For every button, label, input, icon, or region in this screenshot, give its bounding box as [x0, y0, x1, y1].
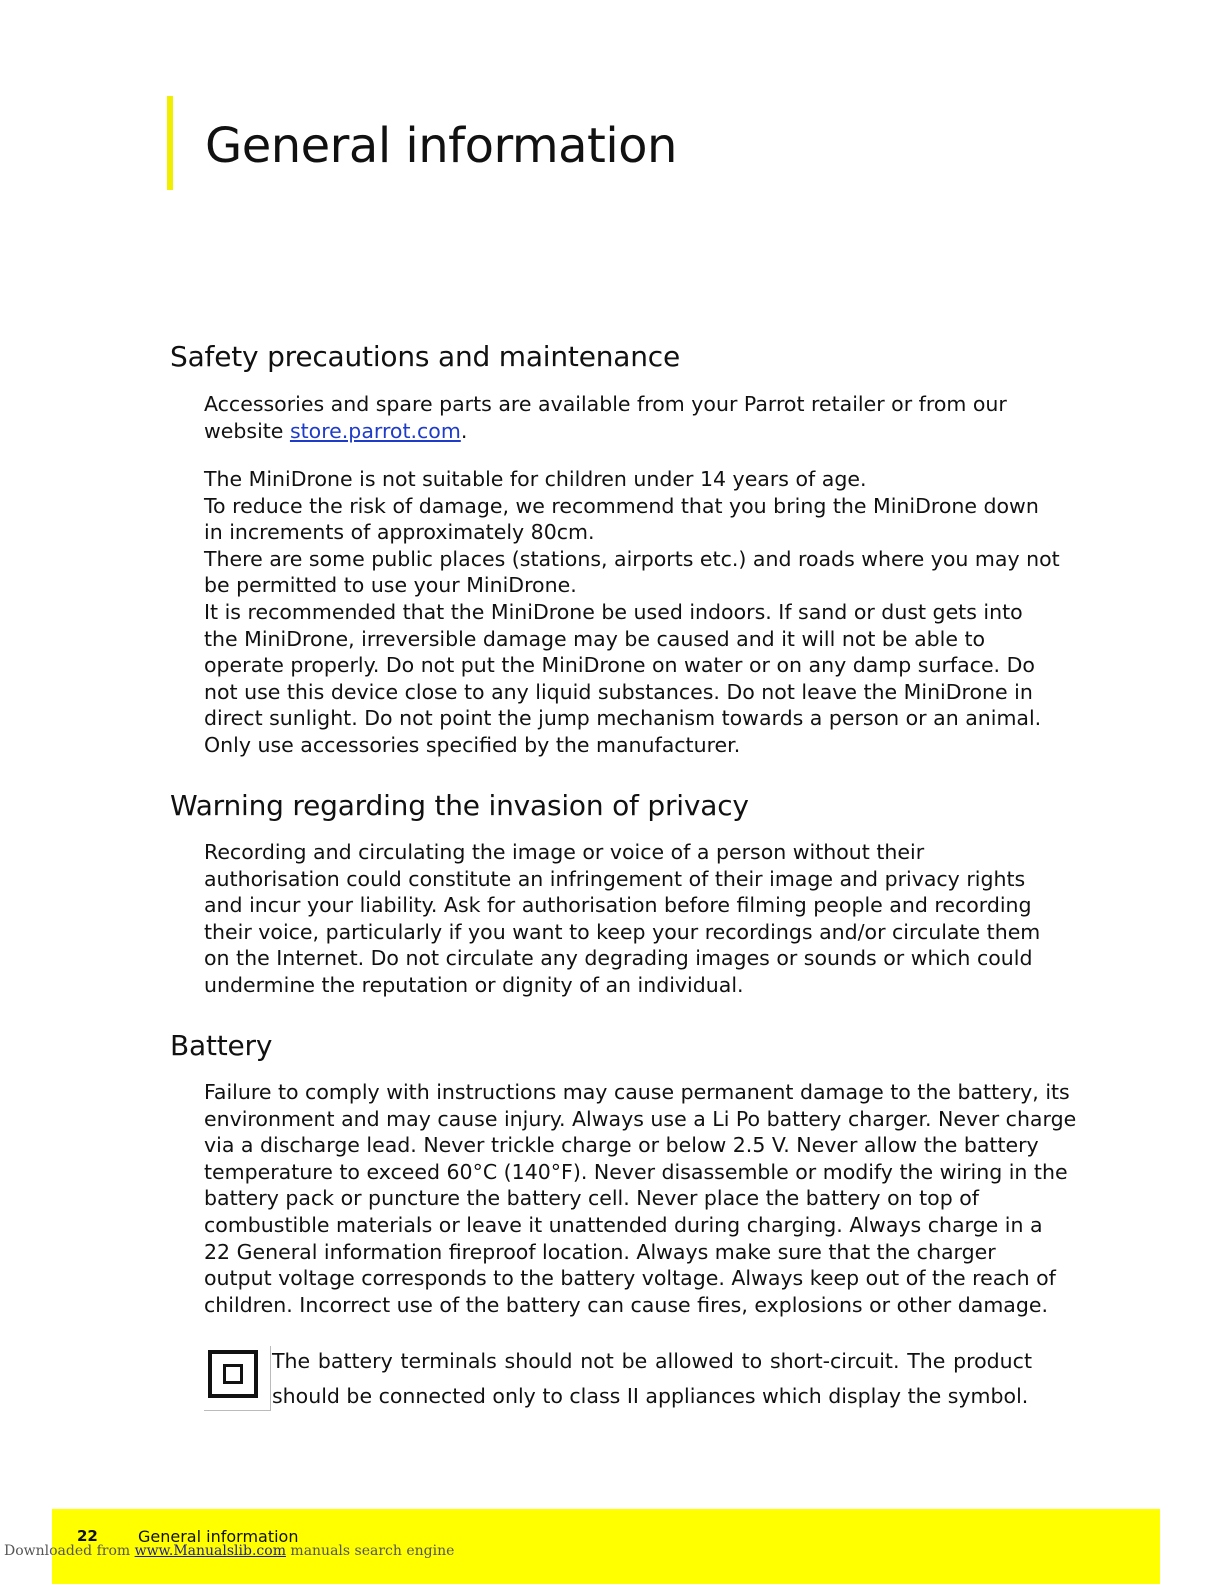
text-line: their voice, particularly if you want to keep your recordings and/or circulate them	[204, 919, 1041, 944]
text-line: not use this device close to any liquid substances. Do not leave the MiniDrone in	[204, 679, 1033, 704]
page-title: General information	[205, 118, 677, 174]
privacy-heading: Warning regarding the invasion of privacy	[170, 789, 749, 822]
text-line: be permitted to use your MiniDrone.	[204, 573, 577, 598]
text-line: Failure to comply with instructions may cause permanent damage to the battery, its	[204, 1080, 1070, 1104]
text-line: The battery terminals should not be allowed to short-circuit. The product	[272, 1349, 1032, 1373]
text-line: should be connected only to class II appliances which display the symbol.	[272, 1384, 1029, 1408]
safety-warnings-paragraph	[204, 466, 1060, 759]
battery-heading: Battery	[170, 1029, 273, 1062]
text-line: children. Incorrect use of the battery can cause fires, explosions or other damage.	[204, 1292, 1048, 1317]
text-line: It is recommended that the MiniDrone be used indoors. If sand or dust gets into	[204, 599, 1023, 624]
text-line: website store.parrot.com.	[204, 418, 468, 443]
text-line: authorisation could constitute an infringement of their image and privacy rights	[204, 866, 1026, 891]
text-line: Only use accessories specified by the manufacturer.	[204, 732, 741, 757]
text-line: Recording and circulating the image or voice of a person without their	[204, 840, 925, 864]
text-line: To reduce the risk of damage, we recommend that you bring the MiniDrone down	[204, 493, 1039, 518]
text-line: environment and may cause injury. Always use a Li Po battery charger. Never charge	[204, 1106, 1077, 1131]
battery-paragraph	[204, 1079, 1077, 1318]
privacy-paragraph	[204, 839, 1039, 999]
text-line: output voltage corresponds to the battery voltage. Always keep out of the reach of	[204, 1266, 1056, 1291]
class-ii-double-square-icon	[204, 1346, 271, 1411]
manualslib-link[interactable]: www.Manualslib.com	[134, 1543, 286, 1559]
text-line: the MiniDrone, irreversible damage may be caused and it will not be able to	[204, 626, 986, 651]
text-line: direct sunlight. Do not point the jump mechanism towards a person or an animal.	[204, 706, 1042, 731]
footer-page-number: 22	[77, 1527, 98, 1545]
text-line: Accessories and spare parts are available from your Parrot retailer or from our	[204, 392, 1007, 416]
text-line: operate properly. Do not put the MiniDrone on water or on any damp surface. Do	[204, 653, 1035, 678]
text-line: There are some public places (stations, airports etc.) and roads where you may not	[204, 546, 1060, 571]
safety-accessories-paragraph	[204, 391, 1039, 444]
text-line: battery pack or puncture the battery cell. Never place the battery on top of	[204, 1186, 979, 1211]
text-line: and incur your liability. Ask for authorisation before filming people and recording	[204, 893, 1032, 918]
text-line: temperature to exceed 60°C (140°F). Never disassemble or modify the wiring in the	[204, 1159, 1068, 1184]
text-line: on the Internet. Do not circulate any degrading images or sounds or which could	[204, 946, 1033, 971]
text-line: 22 General information fireproof location. Always make sure that the charger	[204, 1239, 996, 1264]
text-line: undermine the reputation or dignity of an individual.	[204, 972, 744, 997]
footer-section-name: General information	[138, 1527, 299, 1546]
text-line: via a discharge lead. Never trickle charge or below 2.5 V. Never allow the battery	[204, 1133, 1039, 1158]
title-accent-bar	[167, 96, 173, 190]
text-line: combustible materials or leave it unattended during charging. Always charge in a	[204, 1212, 1043, 1237]
download-watermark: Downloaded from www.Manualslib.com manuals search engine	[4, 1543, 455, 1559]
text-line: in increments of approximately 80cm.	[204, 520, 595, 545]
safety-heading: Safety precautions and maintenance	[170, 340, 680, 373]
short-circuit-notice	[272, 1344, 1032, 1414]
store-link[interactable]: store.parrot.com	[289, 418, 461, 443]
text-line: The MiniDrone is not suitable for children under 14 years of age.	[204, 467, 867, 491]
